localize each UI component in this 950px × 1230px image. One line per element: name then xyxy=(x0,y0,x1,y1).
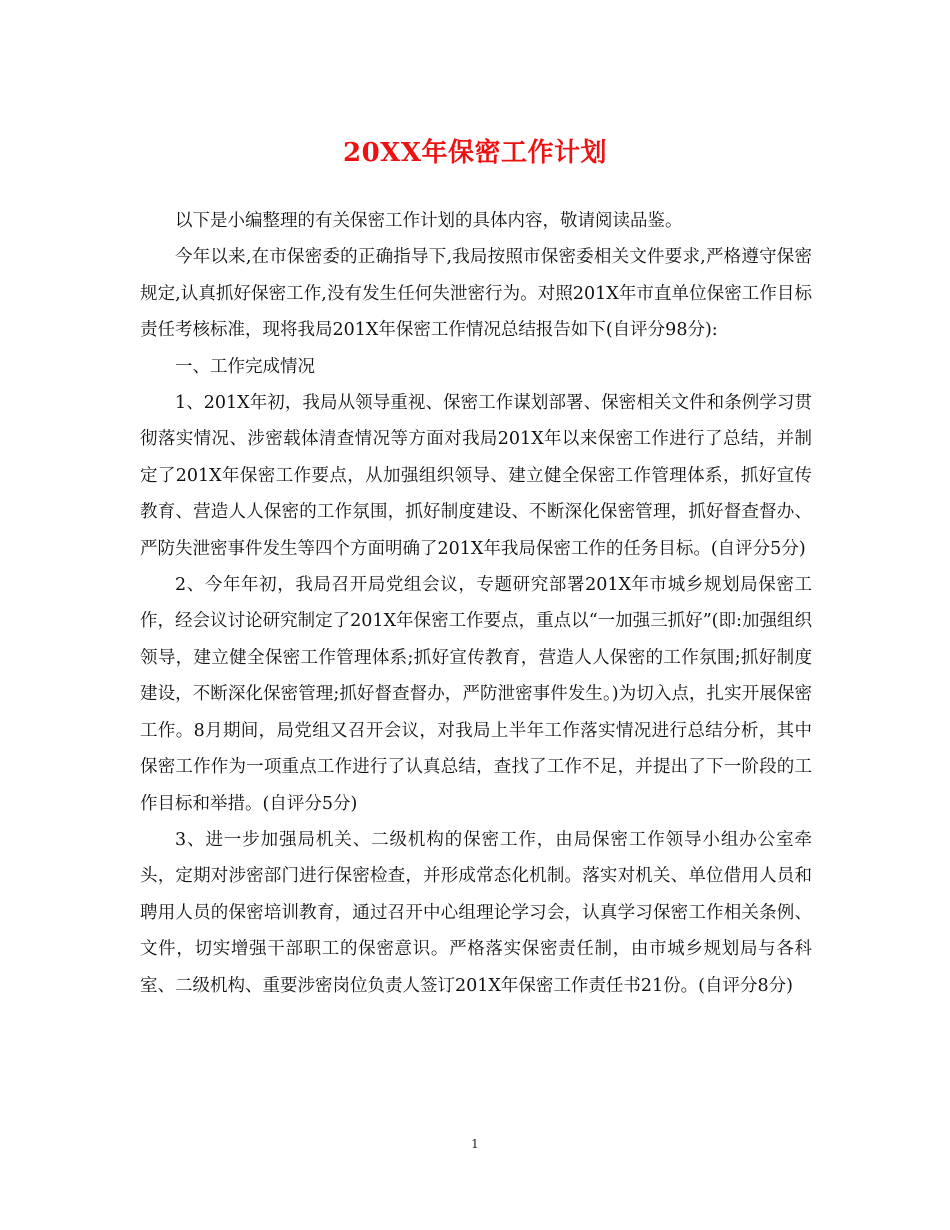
page-number: 1 xyxy=(471,1137,479,1151)
document-body xyxy=(140,203,812,1004)
paragraph-summary: 今年以来,在市保密委的正确指导下,我局按照市保密委相关文件要求,严格遵守保密规定,认真抓好保密工作,没有发生任何失泄密行为。对照201X年市直单位保密工作目标责任考核标准，现将我局201X年保密工作情况总结报告如下(自评分98分): xyxy=(140,247,812,341)
paragraph-item-1: 1、201X年初，我局从领导重视、保密工作谋划部署、保密相关文件和条例学习贯彻落实情况、涉密载体清查情况等方面对我局201X年以来保密工作进行了总结，并制定了201X年保密工作要点，从加强组织领导、建立健全保密工作管理体系，抓好宣传教育、营造人人保密的工作氛围，抓好制度建设、不断深化保密管理，抓好督查督办、严防失泄密事件发生等四个方面明确了201X年我局保密工作的任务目标。(自评分5分) xyxy=(140,393,812,559)
paragraph-intro: 以下是小编整理的有关保密工作计划的具体内容，敬请阅读品鉴。 xyxy=(175,211,683,231)
section-heading: 一、工作完成情况 xyxy=(175,356,315,377)
paragraph-item-3: 3、进一步加强局机关、二级机构的保密工作，由局保密工作领导小组办公室牵头，定期对涉密部门进行保密检查，并形成常态化机制。落实对机关、单位借用人员和聘用人员的保密培训教育，通过召开中心组理论学习会，认真学习保密工作相关条例、文件，切实增强干部职工的保密意识。严格落实保密责任制，由市城乡规划局与各科室、二级机构、重要涉密岗位负责人签订201X年保密工作责任书21份。(自评分8分) xyxy=(140,829,812,996)
paragraph-item-2: 2、今年年初，我局召开局党组会议，专题研究部署201X年市城乡规划局保密工作，经会议讨论研究制定了201X年保密工作要点，重点以“一加强三抓好”(即:加强组织领导，建立健全保密工作管理体系;抓好宣传教育，营造人人保密的工作氛围;抓好制度建设，不断深化保密管理;抓好督查督办，严防泄密事件发生。)为切入点，扎实开展保密工作。8月期间，局党组又召开会议，对我局上半年工作落实情况进行总结分析，其中保密工作作为一项重点工作进行了认真总结，查找了工作不足，并提出了下一阶段的工作目标和举措。(自评分5分) xyxy=(140,575,812,814)
document-title: 20XX年保密工作计划 xyxy=(342,138,608,168)
